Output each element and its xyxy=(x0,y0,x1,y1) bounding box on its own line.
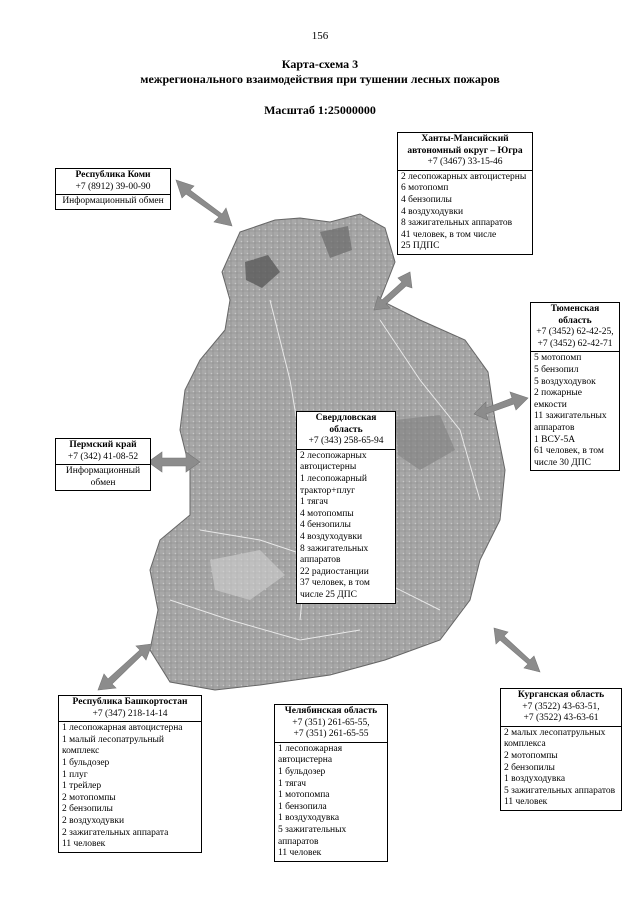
region-box-chelyabinsk xyxy=(274,704,388,862)
khanty-name: Ханты-Мансийский автономный округ – Югра xyxy=(407,134,523,156)
bashkortostan-item: 2 зажигательных аппарата xyxy=(62,827,169,838)
page-number: 156 xyxy=(311,30,329,42)
bashkortostan-item: 1 плуг xyxy=(62,769,88,780)
title-line-2: межрегионального взаимодействия при тушении лесных пожаров xyxy=(140,72,500,86)
sverdlovsk-item: 4 мотопомпы xyxy=(300,508,354,519)
perm-items xyxy=(56,465,150,490)
chelyabinsk-item: 1 лесопожарная автоцистерна xyxy=(278,743,343,766)
kurgan-name: Курганская область xyxy=(517,690,605,700)
map-scale: Масштаб 1:25000000 xyxy=(264,103,376,117)
kurgan-phone-2: +7 (3522) 43-63-61 xyxy=(523,713,599,724)
khanty-header xyxy=(398,133,532,171)
tyumen-item: 5 бензопил xyxy=(534,364,579,375)
khanty-item: 25 ПДПС xyxy=(401,241,440,252)
tyumen-phone-1: +7 (3452) 62-42-25, xyxy=(536,327,614,338)
sverdlovsk-items xyxy=(297,450,395,603)
khanty-item: 4 воздуходувки xyxy=(401,206,464,217)
perm-header xyxy=(56,439,150,465)
khanty-item: 6 мотопомп xyxy=(401,183,449,194)
region-box-perm xyxy=(55,438,151,491)
bashkortostan-item: 2 воздуходувки xyxy=(62,815,125,826)
khanty-items xyxy=(398,171,532,254)
arrow-kurgan xyxy=(494,628,540,672)
khanty-phone: +7 (3467) 33-15-46 xyxy=(427,157,503,168)
bashkortostan-items xyxy=(59,722,201,852)
chelyabinsk-item: 5 зажигательных аппаратов xyxy=(278,824,347,847)
region-box-komi xyxy=(55,168,171,210)
sverdlovsk-phone: +7 (343) 258-65-94 xyxy=(308,436,384,447)
bashkortostan-item: 1 лесопожарная автоцистерна xyxy=(62,723,183,734)
kurgan-item: 2 малых лесопатрульных комплекса xyxy=(504,727,606,750)
kurgan-item: 2 бензопилы xyxy=(504,762,555,773)
kurgan-phone-1: +7 (3522) 43-63-51, xyxy=(522,701,600,712)
komi-name: Республика Коми xyxy=(75,170,151,180)
chelyabinsk-phone-2: +7 (351) 261-65-55 xyxy=(293,729,369,740)
sverdlovsk-item: 4 воздуходувки xyxy=(300,531,363,542)
kurgan-header xyxy=(501,689,621,727)
komi-items xyxy=(56,195,170,209)
tyumen-phone-2: +7 (3452) 62-42-71 xyxy=(537,338,613,349)
komi-phone: +7 (8912) 39-00-90 xyxy=(75,181,151,192)
sverdlovsk-item: 37 человек, в том числе 25 ДПС xyxy=(300,578,370,600)
region-box-tyumen xyxy=(530,302,620,471)
sverdlovsk-item: 22 радиостанции xyxy=(300,566,369,577)
chelyabinsk-name: Челябинская область xyxy=(284,706,378,716)
chelyabinsk-item: 1 тягач xyxy=(278,778,307,789)
chelyabinsk-item: 11 человек xyxy=(278,848,322,859)
kurgan-item: 2 мотопомпы xyxy=(504,750,558,761)
region-box-kurgan xyxy=(500,688,622,811)
perm-item: Информационный обмен xyxy=(65,466,141,488)
chelyabinsk-items xyxy=(275,743,387,861)
tyumen-item: 61 человек, в том числе 30 ДПС xyxy=(534,446,604,468)
tyumen-name: Тюменская область xyxy=(550,304,600,326)
arrow-bashkortostan xyxy=(98,644,152,690)
perm-phone: +7 (342) 41-08-52 xyxy=(67,451,139,462)
bashkortostan-item: 2 мотопомпы xyxy=(62,792,116,803)
bashkortostan-phone: +7 (347) 218-14-14 xyxy=(92,708,168,719)
komi-header xyxy=(56,169,170,195)
region-box-khanty xyxy=(397,132,533,255)
sverdlovsk-header xyxy=(297,412,395,450)
chelyabinsk-item: 1 мотопомпа xyxy=(278,790,330,801)
tyumen-items xyxy=(531,352,619,470)
region-box-bashkortostan xyxy=(58,695,202,853)
khanty-item: 41 человек, в том числе xyxy=(401,229,497,240)
arrow-komi xyxy=(176,180,232,226)
chelyabinsk-item: 1 бензопила xyxy=(278,801,327,812)
sverdlovsk-item: 2 лесопожарных автоцистерны xyxy=(300,450,367,473)
tyumen-item: 5 воздуходувок xyxy=(534,376,596,387)
khanty-item: 8 зажигательных аппаратов xyxy=(401,218,513,229)
tyumen-item: 1 ВСУ-5А xyxy=(534,434,576,445)
sverdlovsk-item: 4 бензопилы xyxy=(300,520,351,531)
chelyabinsk-header xyxy=(275,705,387,743)
khanty-item: 4 бензопилы xyxy=(401,194,452,205)
tyumen-header xyxy=(531,303,619,352)
bashkortostan-item: 2 бензопилы xyxy=(62,804,113,815)
tyumen-item: 2 пожарные емкости xyxy=(534,388,582,410)
sverdlovsk-name: Свердловская область xyxy=(315,413,377,435)
region-box-sverdlovsk xyxy=(296,411,396,604)
kurgan-items xyxy=(501,727,621,810)
sverdlovsk-item: 1 тягач xyxy=(300,497,329,508)
perm-name: Пермский край xyxy=(69,440,137,450)
tyumen-item: 11 зажигательных аппаратов xyxy=(534,411,607,433)
khanty-item: 2 лесопожарных автоцистерны xyxy=(401,171,527,182)
kurgan-item: 11 человек xyxy=(504,797,548,808)
chelyabinsk-item: 1 воздуходувка xyxy=(278,813,340,824)
bashkortostan-name: Республика Башкортостан xyxy=(72,697,188,707)
sverdlovsk-item: 8 зажигательных аппаратов xyxy=(300,543,369,566)
bashkortostan-item: 1 трейлер xyxy=(62,781,102,792)
chelyabinsk-item: 1 бульдозер xyxy=(278,766,326,777)
sverdlovsk-item: 1 лесопожарный трактор+плуг xyxy=(300,473,367,496)
title-line-1: Карта-схема 3 xyxy=(281,57,359,71)
komi-item: Информационный обмен xyxy=(62,196,164,207)
bashkortostan-item: 1 малый лесопатрульный комплекс xyxy=(62,734,165,757)
chelyabinsk-phone-1: +7 (351) 261-65-55, xyxy=(292,717,370,728)
kurgan-item: 1 воздуходувка xyxy=(504,774,566,785)
bashkortostan-item: 1 бульдозер xyxy=(62,757,110,768)
tyumen-item: 5 мотопомп xyxy=(534,353,582,364)
bashkortostan-item: 11 человек xyxy=(62,839,106,850)
kurgan-item: 5 зажигательных аппаратов xyxy=(504,785,616,796)
bashkortostan-header xyxy=(59,696,201,722)
